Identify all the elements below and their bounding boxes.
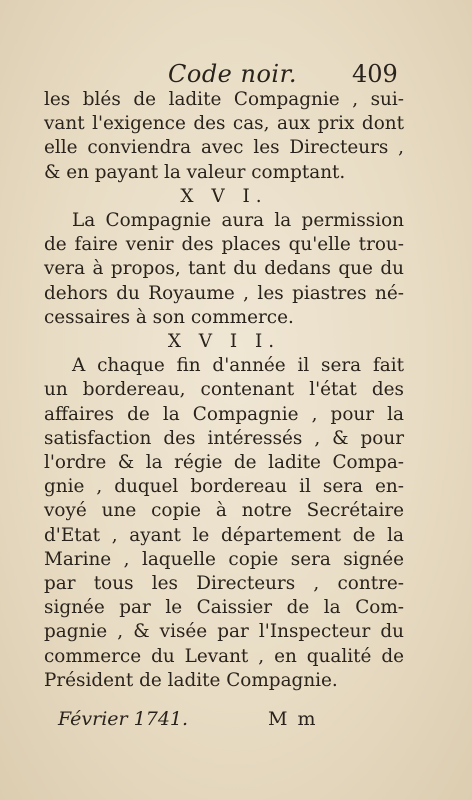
text-line: un bordereau, contenant l'état des [44,379,404,401]
text-line: satisfaction des intéressés , & pour [44,427,404,449]
page-header [0,58,472,92]
text-line: commerce du Levant , en qualité de [44,645,404,667]
text-line: vera à propos, tant du dedans que du [44,258,404,280]
text-line: vant l'exigence des cas, aux prix dont [44,113,404,135]
text-line: les blés de ladite Compagnie , sui- [44,89,404,110]
text-line: A chaque fin d'année il sera fait [72,355,404,377]
footer-date: Février 1741. [58,708,189,730]
text-line: par tous les Directeurs , contre- [44,573,404,595]
signature-mark: M m [268,708,318,730]
text-line: La Compagnie aura la permission [72,210,404,232]
text-line: gnie , duquel bordereau il sera en- [44,476,404,498]
page-number: 409 [352,60,398,88]
text-line: pagnie , & visée par l'Inspecteur du [44,621,404,643]
article-heading-xvii: X V I I. [167,331,281,353]
text-line: voyé une copie à notre Secrétaire [44,500,404,522]
text-line: d'Etat , ayant le département de la [44,524,404,546]
text-line: & en payant la valeur comptant. [44,161,346,183]
running-title: Code noir. [168,60,298,88]
text-line: elle conviendra avec les Directeurs , [44,137,404,159]
text-line: signée par le Caissier de la Com- [44,597,404,619]
page-footer [0,708,472,738]
text-line: Président de ladite Compagnie. [44,669,338,691]
text-line: Marine , laquelle copie sera signée [44,548,404,570]
text-line: affaires de la Compagnie , pour la [44,403,404,425]
text-line: cessaires à son commerce. [44,306,294,328]
article-heading-xvi: X V I. [180,185,268,207]
text-line: dehors du Royaume , les piastres né- [44,282,404,304]
body-text [44,88,404,693]
text-line: l'ordre & la régie de ladite Compa- [44,452,404,474]
text-line: de faire venir des places qu'elle trou- [44,234,404,256]
